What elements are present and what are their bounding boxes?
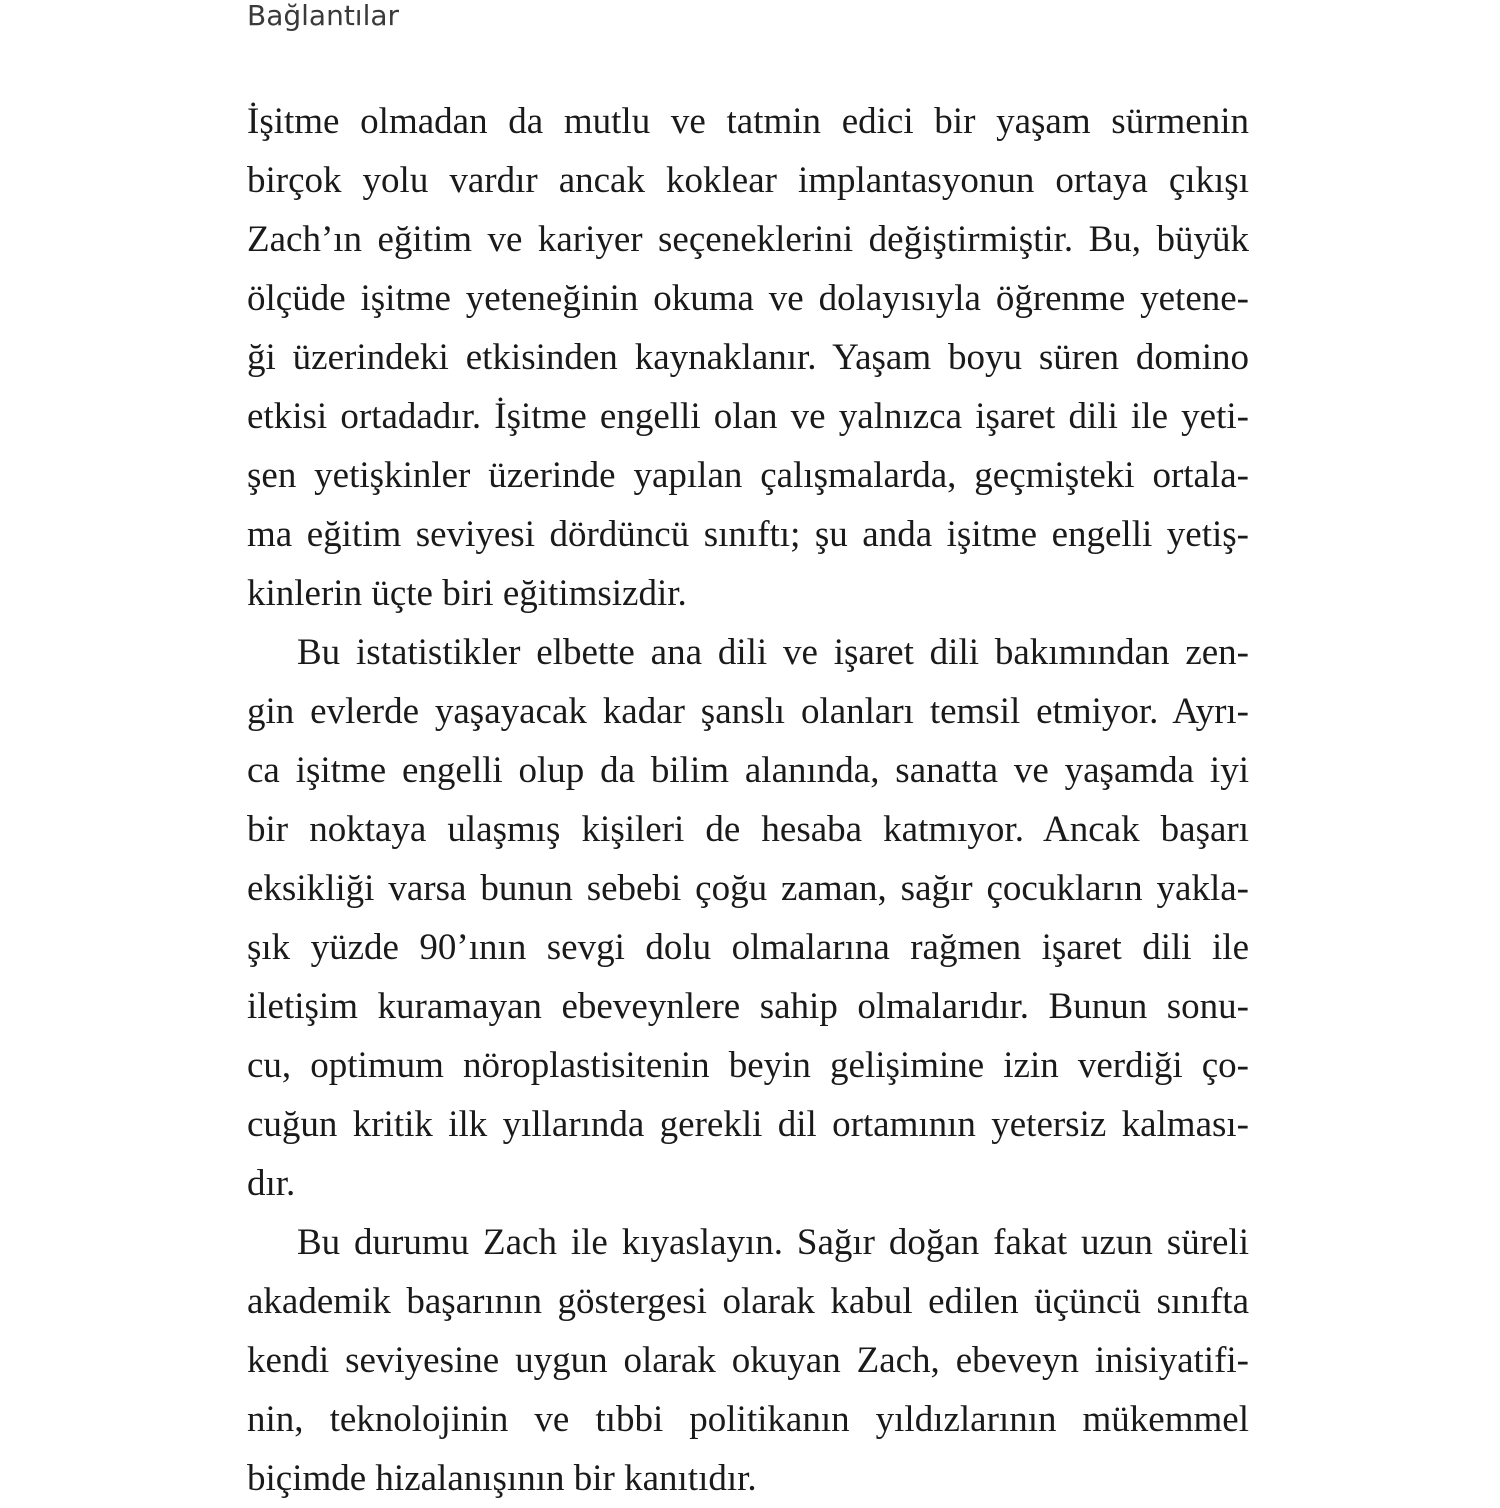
text-line: cu, optimum nöroplastisitenin beyin gelişimine izin verdiği ço- (247, 1045, 1249, 1086)
text-line: cuğun kritik ilk yıllarında gerekli dil ortamının yetersiz kalması- (247, 1104, 1249, 1145)
text-line: gin evlerde yaşayacak kadar şanslı olanları temsil etmiyor. Ayrı- (247, 691, 1249, 732)
text-line: ma eğitim seviyesi dördüncü sınıftı; şu anda işitme engelli yetiş- (247, 514, 1249, 555)
text-line: Bu durumu Zach ile kıyaslayın. Sağır doğan fakat uzun süreli (297, 1222, 1249, 1263)
text-line: bir noktaya ulaşmış kişileri de hesaba katmıyor. Ancak başarı (247, 809, 1249, 850)
paragraph (247, 1213, 1249, 1508)
text-line: İşitme olmadan da mutlu ve tatmin edici bir yaşam sürmenin (247, 101, 1249, 142)
text-line: biçimde hizalanışının bir kanıtıdır. (247, 1458, 757, 1499)
text-line: kinlerin üçte biri eğitimsizdir. (247, 573, 687, 614)
paragraph (247, 92, 1249, 623)
text-line: Zach’ın eğitim ve kariyer seçeneklerini değiştirmiştir. Bu, büyük (247, 219, 1249, 260)
text-line: birçok yolu vardır ancak koklear implantasyonun ortaya çıkışı (247, 160, 1249, 201)
text-line: nin, teknolojinin ve tıbbi politikanın yıldızlarının mükemmel (247, 1399, 1249, 1440)
text-line: etkisi ortadadır. İşitme engelli olan ve yalnızca işaret dili ile yeti- (247, 396, 1249, 437)
text-line: akademik başarının göstergesi olarak kabul edilen üçüncü sınıfta (247, 1281, 1249, 1322)
text-line: şık yüzde 90’ının sevgi dolu olmalarına rağmen işaret dili ile (247, 927, 1249, 968)
text-line: kendi seviyesine uygun olarak okuyan Zach, ebeveyn inisiyatifi- (247, 1340, 1249, 1381)
paragraph (247, 623, 1249, 1213)
text-line: ği üzerindeki etkisinden kaynaklanır. Yaşam boyu süren domino (247, 337, 1249, 378)
body-text (247, 92, 1249, 1508)
text-line: ölçüde işitme yeteneğinin okuma ve dolayısıyla öğrenme yetene- (247, 278, 1249, 319)
text-line: Bu istatistikler elbette ana dili ve işaret dili bakımından zen- (297, 632, 1249, 673)
text-line: iletişim kuramayan ebeveynlere sahip olmalarıdır. Bunun sonu- (247, 986, 1249, 1027)
running-header: Bağlantılar (247, 0, 400, 32)
text-line: dır. (247, 1163, 296, 1204)
text-line: eksikliği varsa bunun sebebi çoğu zaman, sağır çocukların yakla- (247, 868, 1249, 909)
text-line: ca işitme engelli olup da bilim alanında, sanatta ve yaşamda iyi (247, 750, 1249, 791)
text-line: şen yetişkinler üzerinde yapılan çalışmalarda, geçmişteki ortala- (247, 455, 1249, 496)
